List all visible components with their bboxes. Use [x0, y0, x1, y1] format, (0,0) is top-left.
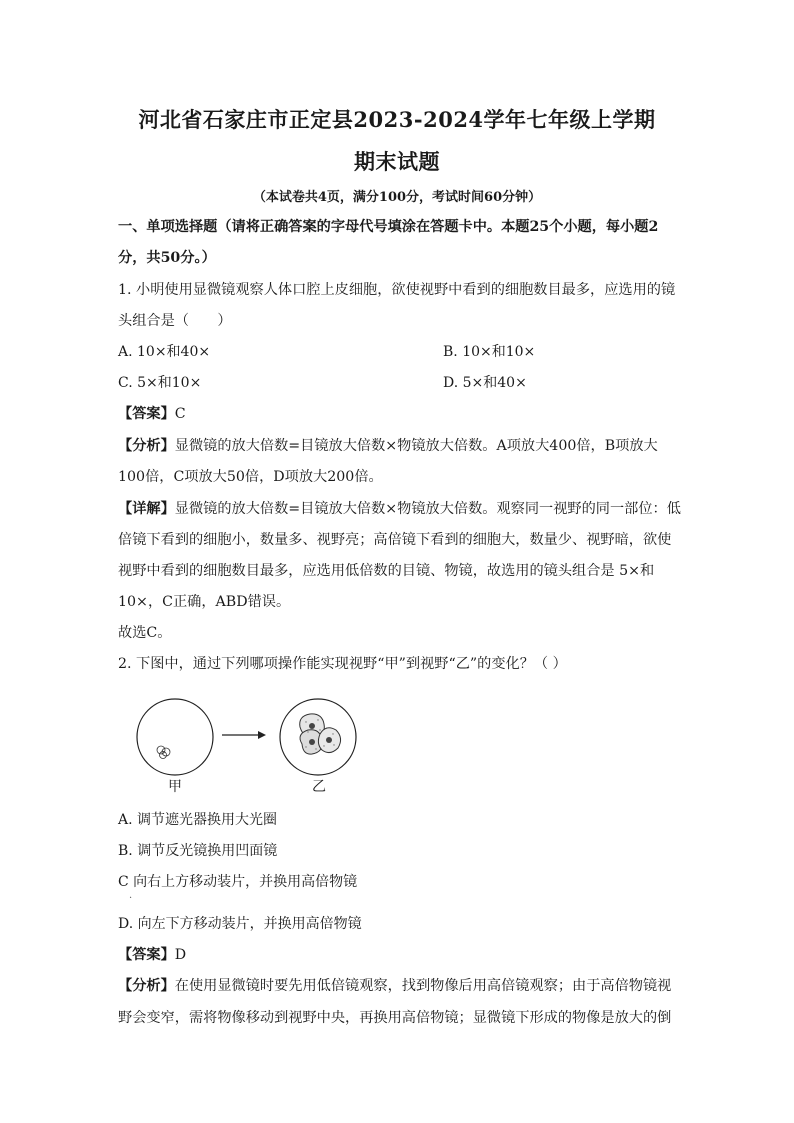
q2-analysis-line2: 野会变窄，需将物像移动到视野中央，再换用高倍物镜；显微镜下形成的物像是放大的倒	[118, 1010, 672, 1026]
q1-answer-tag: 【答案】	[118, 406, 175, 422]
exam-note: （本试卷共4页，满分100分，考试时间60分钟）	[252, 190, 542, 205]
q1-conclusion: 故选C。	[118, 625, 172, 641]
q1-answer-value: C	[174, 406, 186, 422]
exam-title-line2: 期末试题	[354, 149, 440, 174]
q1-answer	[118, 404, 186, 424]
field-jia-circle	[137, 699, 213, 775]
field-diagram	[130, 692, 370, 802]
large-cells	[300, 714, 341, 754]
q1-detail-text1: 显微镜的放大倍数=目镜放大倍数×物镜放大倍数。观察同一视野的同一部位：低	[174, 501, 681, 517]
arrow-head-icon	[258, 731, 266, 739]
q1-detail-line4: 10×，C正确，ABD错误。	[118, 594, 291, 610]
section-heading-line1: 一、单项选择题（请将正确答案的字母代号填涂在答题卡中。本题25个小题，每小题2	[118, 219, 659, 235]
q2-analysis-line1	[118, 976, 671, 996]
q2-option-d: D. 向左下方移动装片，并换用高倍物镜	[118, 916, 362, 932]
q1-option-c: C. 5×和10×	[118, 375, 202, 391]
q2-option-a: A. 调节遮光器换用大光圈	[118, 812, 278, 828]
q1-option-a: A. 10×和40×	[118, 344, 211, 360]
q1-analysis-text1: 显微镜的放大倍数=目镜放大倍数×物镜放大倍数。A项放大400倍，B项放大	[174, 438, 658, 454]
q1-stem-line2: 头组合是（ ）	[118, 313, 232, 329]
q1-detail-line2: 倍镜下看到的细胞小，数量多、视野亮；高倍镜下看到的细胞大，数量少、视野暗，欲使	[118, 532, 672, 548]
q1-analysis-line2: 100倍，C项放大50倍，D项放大200倍。	[118, 469, 383, 485]
q1-analysis-line1	[118, 436, 658, 456]
small-cells	[157, 746, 170, 759]
q2-option-c: C 向右上方移动装片，并换用高倍物镜	[118, 874, 358, 890]
microscope-field-figure	[130, 692, 370, 802]
q1-detail-tag: 【详解】	[118, 501, 175, 517]
exam-title-line1: 河北省石家庄市正定县2023-2024学年七年级上学期	[138, 107, 656, 132]
q2-analysis-tag: 【分析】	[118, 978, 175, 994]
q2-answer-value: D	[174, 947, 187, 963]
q1-option-d: D. 5×和40×	[443, 375, 527, 391]
section-heading-line2: 分，共50分。）	[118, 250, 216, 266]
q1-analysis-tag: 【分析】	[118, 438, 175, 454]
q1-detail-line3: 视野中看到的细胞数目最多，应选用低倍数的目镜、物镜，故选用的镜头组合是 5×和	[118, 563, 655, 579]
figure-label-yi: 乙	[312, 779, 326, 795]
q1-option-b: B. 10×和10×	[443, 344, 536, 360]
q2-option-b: B. 调节反光镜换用凹面镜	[118, 843, 278, 859]
figure-label-jia: 甲	[168, 779, 182, 795]
stray-dot: ·	[129, 893, 133, 904]
q2-answer	[118, 945, 186, 965]
q1-detail-line1	[118, 499, 681, 519]
q2-stem: 2. 下图中，通过下列哪项操作能实现视野“甲”到视野“乙”的变化？（ ）	[118, 656, 567, 672]
q2-answer-tag: 【答案】	[118, 947, 175, 963]
q2-analysis-text1: 在使用显微镜时要先用低倍镜观察，找到物像后用高倍镜观察；由于高倍物镜视	[174, 978, 672, 994]
q1-stem-line1: 1. 小明使用显微镜观察人体口腔上皮细胞，欲使视野中看到的细胞数目最多，应选用的镜	[118, 282, 676, 298]
